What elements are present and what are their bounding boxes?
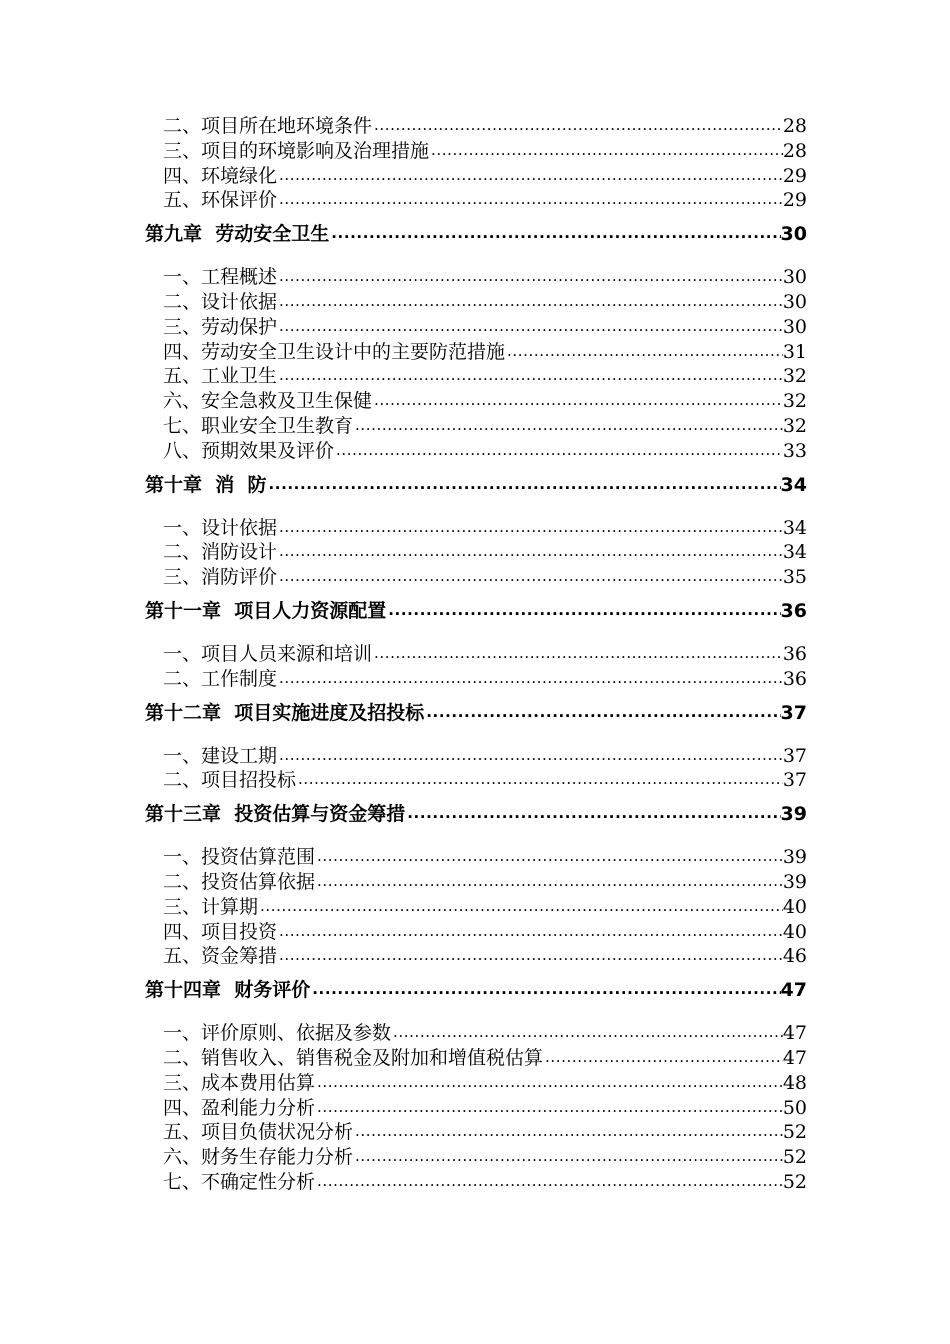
toc-leader-dots [315, 1170, 783, 1195]
toc-page-number: 47 [782, 1022, 807, 1045]
toc-leader-dots [266, 472, 780, 498]
toc-leader-dots [277, 164, 783, 189]
toc-leader-dots [353, 1120, 783, 1145]
toc-label: 六、安全急救及卫生保健 [163, 390, 373, 413]
toc-label: 二、工作制度 [163, 667, 278, 690]
toc-leader-dots [424, 700, 780, 726]
toc-entry[interactable] [145, 1046, 807, 1071]
toc-entry[interactable] [145, 439, 807, 464]
toc-leader-dots [315, 845, 783, 870]
toc-page-number: 37 [780, 701, 807, 724]
toc-entry[interactable] [145, 340, 807, 365]
toc-leader-dots [277, 540, 783, 565]
toc-entry[interactable] [145, 414, 807, 439]
toc-leader-dots [310, 977, 780, 1003]
toc-page-number: 34 [780, 473, 807, 496]
toc-label: 三、项目的环境影响及治理措施 [163, 139, 430, 162]
toc-page-number: 33 [782, 439, 807, 462]
toc-label: 一、工程概述 [163, 266, 278, 289]
toc-page-number: 52 [782, 1121, 807, 1144]
toc-leader-dots [329, 221, 780, 247]
toc-leader-dots [277, 188, 783, 213]
toc-label: 七、不确定性分析 [163, 1170, 316, 1193]
toc-page-number: 36 [780, 599, 807, 622]
toc-page-number: 30 [780, 223, 807, 246]
toc-leader-dots [405, 801, 780, 827]
toc-leader-dots [258, 895, 783, 920]
toc-entry[interactable] [145, 364, 807, 389]
toc-page-number: 30 [782, 315, 807, 338]
toc-label: 二、项目招投标 [163, 769, 297, 792]
toc-page-number: 31 [782, 340, 807, 363]
toc-page-number: 32 [782, 365, 807, 388]
toc-label: 第十二章 项目实施进度及招投标 [145, 701, 425, 724]
toc-label: 第十一章 项目人力资源配置 [145, 599, 387, 622]
toc-page-number: 34 [782, 541, 807, 564]
toc-chapter-heading[interactable] [145, 221, 807, 247]
toc-leader-dots [277, 516, 783, 541]
toc-page-number: 30 [782, 266, 807, 289]
toc-chapter-heading[interactable] [145, 700, 807, 726]
toc-entry[interactable] [145, 516, 807, 541]
toc-label: 四、项目投资 [163, 920, 278, 943]
toc-page-number: 47 [780, 979, 807, 1002]
toc-label: 五、环保评价 [163, 189, 278, 212]
toc-page-number: 34 [782, 516, 807, 539]
toc-leader-dots [315, 870, 783, 895]
toc-entry[interactable] [145, 540, 807, 565]
toc-leader-dots [277, 315, 783, 340]
toc-entry[interactable] [145, 188, 807, 213]
toc-label: 第十三章 投资估算与资金筹措 [145, 803, 406, 826]
toc-page-number: 50 [782, 1096, 807, 1119]
toc-entry[interactable] [145, 768, 807, 793]
toc-label: 二、设计依据 [163, 290, 278, 313]
toc-leader-dots [334, 439, 783, 464]
toc-entry[interactable] [145, 1145, 807, 1170]
toc-label: 二、消防设计 [163, 541, 278, 564]
toc-page-number: 39 [782, 846, 807, 869]
toc-entry[interactable] [145, 315, 807, 340]
toc-page-number: 52 [782, 1170, 807, 1193]
toc-label: 六、财务生存能力分析 [163, 1146, 354, 1169]
toc-page-number: 36 [782, 642, 807, 665]
toc-label: 一、评价原则、依据及参数 [163, 1022, 392, 1045]
toc-label: 五、资金筹措 [163, 945, 278, 968]
toc-page-number: 35 [782, 566, 807, 589]
toc-entry[interactable] [145, 1021, 807, 1046]
toc-page-number: 37 [782, 769, 807, 792]
toc-leader-dots [277, 265, 783, 290]
toc-label: 第十章 消 防 [145, 473, 267, 496]
toc-leader-dots [372, 114, 783, 139]
toc-entry[interactable] [145, 139, 807, 164]
toc-page-number: 32 [782, 414, 807, 437]
toc-label: 七、职业安全卫生教育 [163, 414, 354, 437]
toc-leader-dots [353, 1145, 783, 1170]
toc-entry[interactable] [145, 389, 807, 414]
toc-entry[interactable] [145, 1096, 807, 1121]
toc-chapter-heading[interactable] [145, 977, 807, 1003]
toc-page-number: 47 [782, 1046, 807, 1069]
toc-entry[interactable] [145, 164, 807, 189]
toc-label: 二、销售收入、销售税金及附加和增值税估算 [163, 1046, 544, 1069]
toc-leader-dots [386, 598, 780, 624]
toc-page-number: 46 [782, 945, 807, 968]
toc-leader-dots [315, 1096, 783, 1121]
toc-leader-dots [505, 340, 783, 365]
toc-entry[interactable] [145, 290, 807, 315]
toc-page-number: 29 [782, 189, 807, 212]
toc-entry[interactable] [145, 845, 807, 870]
toc-entry[interactable] [145, 870, 807, 895]
toc-leader-dots [277, 744, 783, 769]
toc-label: 一、设计依据 [163, 516, 278, 539]
toc-label: 一、项目人员来源和培训 [163, 642, 373, 665]
toc-entry[interactable] [145, 1120, 807, 1145]
toc-leader-dots [543, 1046, 783, 1071]
toc-entry[interactable] [145, 667, 807, 692]
toc-page-number: 48 [782, 1071, 807, 1094]
toc-leader-dots [277, 364, 783, 389]
toc-leader-dots [372, 642, 783, 667]
toc-entry[interactable] [145, 642, 807, 667]
toc-page-number: 28 [782, 139, 807, 162]
toc-leader-dots [277, 667, 783, 692]
toc-entry[interactable] [145, 944, 807, 969]
toc-page-number: 39 [780, 803, 807, 826]
toc-entry[interactable] [145, 1170, 807, 1195]
toc-label: 三、成本费用估算 [163, 1071, 316, 1094]
toc-page-number: 52 [782, 1146, 807, 1169]
toc-leader-dots [315, 1071, 783, 1096]
table-of-contents [145, 114, 807, 1195]
toc-label: 四、盈利能力分析 [163, 1096, 316, 1119]
toc-page-number: 32 [782, 390, 807, 413]
toc-label: 三、劳动保护 [163, 315, 278, 338]
toc-leader-dots [353, 414, 783, 439]
toc-leader-dots [429, 139, 783, 164]
toc-leader-dots [277, 565, 783, 590]
toc-page-number: 29 [782, 164, 807, 187]
toc-label: 一、投资估算范围 [163, 846, 316, 869]
toc-label: 五、工业卫生 [163, 365, 278, 388]
toc-leader-dots [277, 920, 783, 945]
toc-entry[interactable] [145, 114, 807, 139]
toc-page-number: 40 [782, 920, 807, 943]
toc-entry[interactable] [145, 744, 807, 769]
toc-page-number: 28 [782, 115, 807, 137]
toc-page-number: 36 [782, 667, 807, 690]
toc-label: 三、计算期 [163, 895, 259, 918]
toc-label: 三、消防评价 [163, 566, 278, 589]
toc-leader-dots [372, 389, 783, 414]
toc-entry[interactable] [145, 920, 807, 945]
toc-label: 四、环境绿化 [163, 164, 278, 187]
toc-chapter-heading[interactable] [145, 472, 807, 498]
toc-chapter-heading[interactable] [145, 801, 807, 827]
toc-chapter-heading[interactable] [145, 598, 807, 624]
toc-leader-dots [391, 1021, 783, 1046]
toc-entry[interactable] [145, 265, 807, 290]
toc-page-number: 30 [782, 290, 807, 313]
toc-leader-dots [277, 290, 783, 315]
toc-label: 第十四章 财务评价 [145, 979, 311, 1002]
toc-label: 一、建设工期 [163, 744, 278, 767]
toc-entry[interactable] [145, 895, 807, 920]
toc-label: 二、项目所在地环境条件 [163, 115, 373, 137]
toc-label: 五、项目负债状况分析 [163, 1121, 354, 1144]
toc-label: 四、劳动安全卫生设计中的主要防范措施 [163, 340, 506, 363]
toc-leader-dots [296, 768, 783, 793]
toc-page-number: 37 [782, 744, 807, 767]
toc-leader-dots [277, 944, 783, 969]
toc-entry[interactable] [145, 1071, 807, 1096]
toc-label: 二、投资估算依据 [163, 870, 316, 893]
toc-page-number: 39 [782, 870, 807, 893]
toc-label: 第九章 劳动安全卫生 [145, 223, 330, 246]
toc-entry[interactable] [145, 565, 807, 590]
toc-label: 八、预期效果及评价 [163, 439, 335, 462]
toc-page-number: 40 [782, 895, 807, 918]
